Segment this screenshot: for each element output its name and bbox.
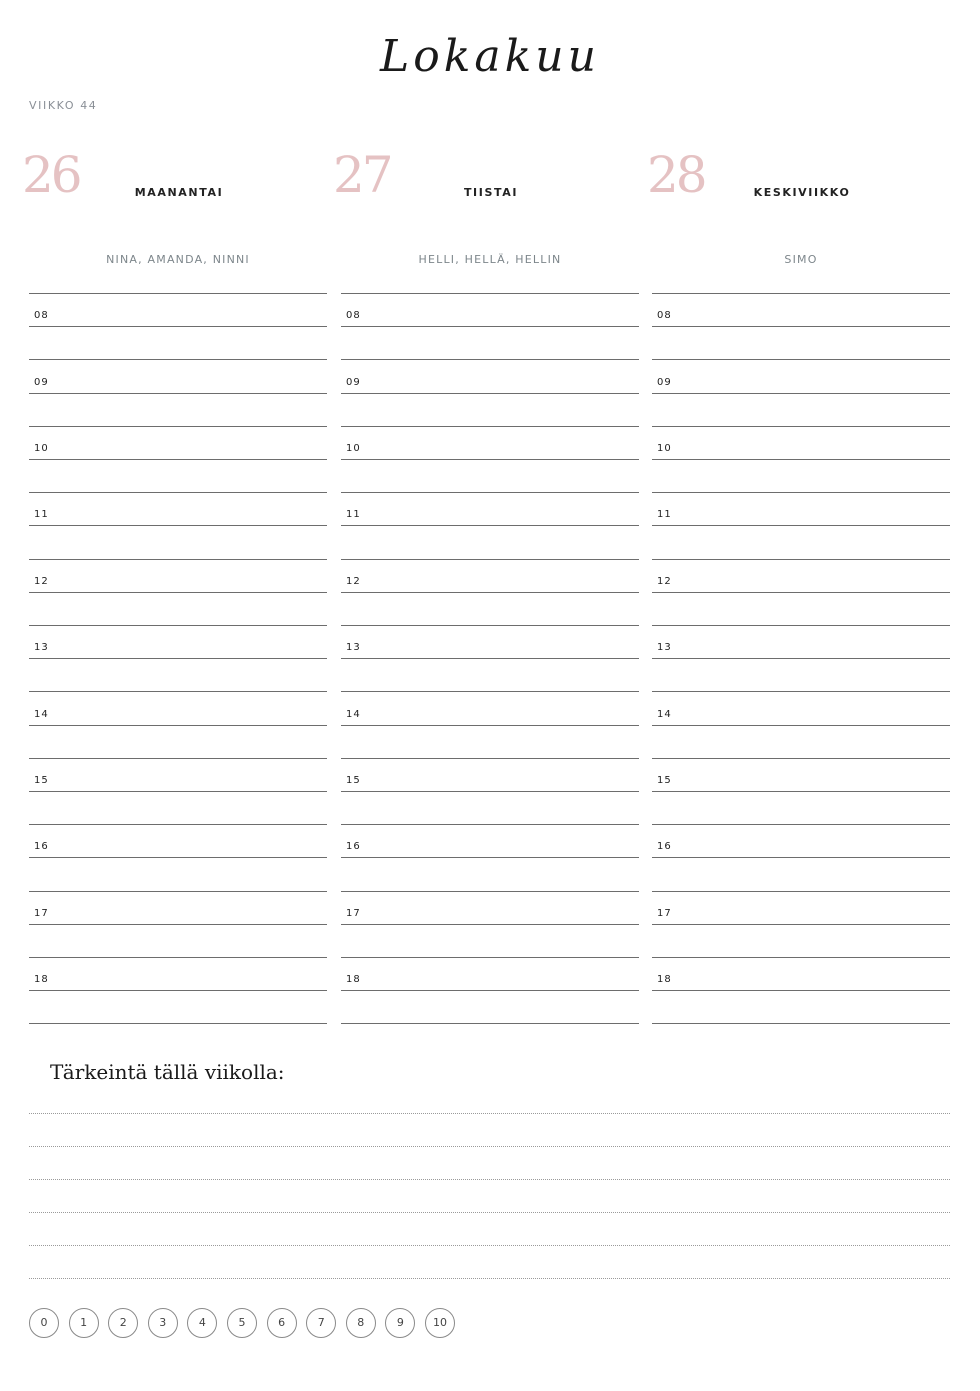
half-hour-line — [29, 625, 327, 626]
half-hour-line — [341, 1023, 639, 1024]
hour-label: 12 — [657, 575, 672, 587]
hour-line — [29, 459, 327, 460]
week-label: VIIKKO 44 — [29, 99, 98, 112]
half-hour-line — [652, 492, 950, 493]
half-hour-line — [341, 891, 639, 892]
hour-label: 12 — [346, 575, 361, 587]
hour-label: 16 — [34, 841, 49, 853]
priority-line — [29, 1245, 950, 1246]
half-hour-line — [29, 824, 327, 825]
half-hour-line — [341, 758, 639, 759]
rating-circle-2[interactable]: 2 — [108, 1308, 138, 1338]
hour-label: 17 — [346, 907, 361, 919]
half-hour-line — [652, 559, 950, 560]
hour-line — [341, 924, 639, 925]
half-hour-line — [29, 957, 327, 958]
priority-line — [29, 1278, 950, 1279]
priority-line — [29, 1212, 950, 1213]
hour-label: 11 — [657, 509, 672, 521]
hour-label: 16 — [657, 841, 672, 853]
day-number: 27 — [333, 146, 391, 204]
half-hour-line — [652, 625, 950, 626]
hour-line — [29, 791, 327, 792]
hour-label: 08 — [34, 310, 49, 322]
hour-label: 13 — [34, 642, 49, 654]
hour-label: 16 — [346, 841, 361, 853]
rating-circle-8[interactable]: 8 — [346, 1308, 376, 1338]
hour-label: 15 — [34, 775, 49, 786]
hour-label: 18 — [346, 974, 361, 986]
hour-label: 11 — [346, 509, 361, 521]
hour-line — [341, 791, 639, 792]
priority-line — [29, 1146, 950, 1147]
page-title — [0, 22, 980, 92]
hour-line — [652, 393, 950, 394]
hour-line — [341, 857, 639, 858]
day-column-monday — [22, 140, 327, 1040]
hour-line — [341, 725, 639, 726]
day-name: MAANANTAI — [134, 186, 224, 199]
namedays: HELLI, HELLÄ, HELLIN — [418, 253, 562, 266]
rule-line — [29, 293, 327, 294]
hour-label: 17 — [34, 907, 49, 919]
hour-label: 10 — [346, 443, 361, 454]
half-hour-line — [652, 758, 950, 759]
half-hour-line — [341, 359, 639, 360]
day-column-wednesday — [647, 140, 950, 1040]
half-hour-line — [341, 492, 639, 493]
hour-label: 18 — [657, 974, 672, 986]
hour-line — [652, 857, 950, 858]
rating-circle-5[interactable]: 5 — [227, 1308, 257, 1338]
half-hour-line — [29, 559, 327, 560]
hour-label: 08 — [346, 310, 361, 322]
hour-line — [29, 525, 327, 526]
hour-line — [29, 857, 327, 858]
half-hour-line — [341, 426, 639, 427]
hour-line — [652, 459, 950, 460]
hour-label: 09 — [34, 376, 49, 388]
hour-line — [652, 326, 950, 327]
hour-line — [341, 592, 639, 593]
half-hour-line — [652, 891, 950, 892]
hour-label: 17 — [657, 907, 672, 919]
rating-circle-1[interactable]: 1 — [69, 1308, 99, 1338]
hour-label: 15 — [346, 775, 361, 786]
hour-label: 14 — [346, 708, 361, 720]
namedays: NINA, AMANDA, NINNI — [106, 253, 250, 266]
hour-line — [29, 592, 327, 593]
rating-circle-4[interactable]: 4 — [187, 1308, 217, 1338]
day-name: TIISTAI — [463, 186, 519, 199]
half-hour-line — [652, 1023, 950, 1024]
priority-line — [29, 1179, 950, 1180]
hour-line — [652, 658, 950, 659]
half-hour-line — [652, 691, 950, 692]
half-hour-line — [652, 359, 950, 360]
hour-line — [341, 658, 639, 659]
hour-label: 14 — [34, 708, 49, 720]
hour-label: 14 — [657, 708, 672, 720]
hour-line — [29, 658, 327, 659]
half-hour-line — [29, 758, 327, 759]
rating-circle-3[interactable]: 3 — [148, 1308, 178, 1338]
rating-circle-7[interactable]: 7 — [306, 1308, 336, 1338]
rating-circle-10[interactable]: 10 — [425, 1308, 455, 1338]
hour-line — [341, 326, 639, 327]
half-hour-line — [652, 426, 950, 427]
priorities-heading: Tärkeintä tällä viikolla: — [50, 1060, 285, 1084]
day-number: 26 — [22, 146, 80, 204]
half-hour-line — [29, 1023, 327, 1024]
rating-circle-0[interactable]: 0 — [29, 1308, 59, 1338]
hour-line — [29, 990, 327, 991]
hour-line — [29, 725, 327, 726]
hour-line — [652, 791, 950, 792]
half-hour-line — [341, 824, 639, 825]
rule-line — [341, 293, 639, 294]
hour-label: 08 — [657, 310, 672, 322]
half-hour-line — [652, 957, 950, 958]
hour-line — [652, 592, 950, 593]
day-column-tuesday — [333, 140, 639, 1040]
hour-label: 13 — [346, 642, 361, 654]
hour-label: 13 — [657, 642, 672, 654]
hour-line — [652, 725, 950, 726]
hour-label: 09 — [657, 376, 672, 388]
hour-line — [341, 459, 639, 460]
hour-line — [341, 990, 639, 991]
half-hour-line — [29, 426, 327, 427]
hour-line — [652, 924, 950, 925]
day-name: KESKIVIIKKO — [753, 186, 851, 199]
hour-label: 09 — [346, 376, 361, 388]
hour-label: 15 — [657, 775, 672, 786]
month-title: Lokakuu — [380, 31, 600, 82]
hour-label: 18 — [34, 974, 49, 986]
hour-line — [341, 525, 639, 526]
priority-line — [29, 1113, 950, 1114]
half-hour-line — [29, 891, 327, 892]
hour-line — [29, 924, 327, 925]
half-hour-line — [29, 359, 327, 360]
half-hour-line — [341, 957, 639, 958]
hour-line — [652, 525, 950, 526]
hour-line — [652, 990, 950, 991]
namedays: SIMO — [784, 253, 818, 266]
hour-line — [341, 393, 639, 394]
day-number: 28 — [647, 146, 705, 204]
half-hour-line — [341, 691, 639, 692]
rating-circle-9[interactable]: 9 — [385, 1308, 415, 1338]
half-hour-line — [652, 824, 950, 825]
rating-circle-6[interactable]: 6 — [267, 1308, 297, 1338]
rule-line — [652, 293, 950, 294]
hour-line — [29, 326, 327, 327]
half-hour-line — [29, 691, 327, 692]
hour-label: 10 — [657, 443, 672, 454]
hour-line — [29, 393, 327, 394]
hour-label: 11 — [34, 509, 49, 521]
half-hour-line — [29, 492, 327, 493]
hour-label: 10 — [34, 443, 49, 454]
half-hour-line — [341, 625, 639, 626]
half-hour-line — [341, 559, 639, 560]
hour-label: 12 — [34, 575, 49, 587]
